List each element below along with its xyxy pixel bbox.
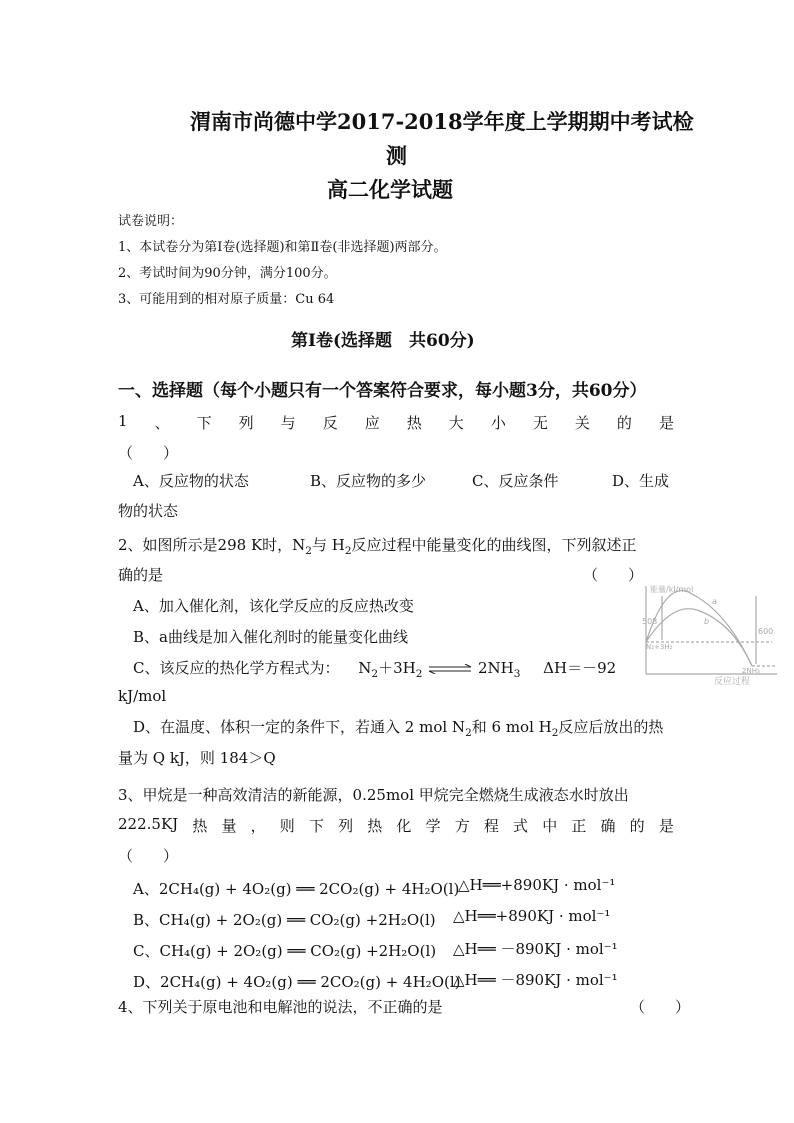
q2-option-b: B、a曲线是加入催化剂时的能量变化曲线: [133, 628, 408, 646]
q1-option-b: B、反应物的多少: [310, 472, 427, 490]
q2-answer-bracket: （ ）: [583, 566, 644, 584]
q3-option-d: D、2CH₄(g) + 4O₂(g) ══ 2CO₂(g) + 4H₂O(l): [133, 973, 461, 991]
q1-option-d: D、生成: [612, 472, 670, 490]
diagram-label-600: 600: [758, 627, 774, 636]
diagram-label-b: b: [704, 617, 710, 626]
q2-option-d-line2: 量为 Q kJ，则 184＞Q: [118, 749, 276, 767]
q3-option-b-dh: △H══+890KJ · mol⁻¹: [453, 907, 611, 925]
diagram-label-508: 508: [642, 617, 658, 626]
q3-option-c: C、CH₄(g) + 2O₂(g) ══ CO₂(g) +2H₂O(l): [133, 942, 437, 960]
q3-option-b: B、CH₄(g) + 2O₂(g) ══ CO₂(g) +2H₂O(l): [133, 911, 436, 929]
q3-option-c-dh: △H══ －890KJ · mol⁻¹: [453, 940, 618, 958]
exam-title-line1: 渭南市尚德中学2017-2018学年度上学期期中考试检: [190, 109, 694, 134]
q2-option-a: A、加入催化剂，该化学反应的反应热改变: [133, 597, 414, 615]
diagram-label-a: a: [712, 597, 717, 606]
q2-energy-diagram: [632, 582, 782, 690]
instruction-item-1: 1、本试卷分为第Ⅰ卷(选择题)和第Ⅱ卷(非选择题)两部分。: [118, 240, 447, 255]
q3-option-a-dh: △H══+890KJ · mol⁻¹: [458, 876, 616, 894]
q1-answer-bracket: （ ）: [118, 444, 179, 462]
q3-option-a: A、2CH₄(g) + 4O₂(g) ══ 2CO₂(g) + 4H₂O(l): [133, 880, 460, 898]
instruction-item-2: 2、考试时间为90分钟，满分100分。: [118, 266, 337, 281]
q1-option-a: A、反应物的状态: [133, 472, 249, 490]
q1-option-d-wrap: 物的状态: [118, 502, 179, 520]
diagram-x-axis-label: 反应过程: [714, 677, 751, 687]
reversible-arrow-icon: [427, 664, 473, 674]
q2-option-d: D、在温度、体积一定的条件下，若通入 2 mol $N_2$和 6 mol $H_2$反应后放出的热: [133, 718, 664, 739]
section-heading: 一、选择题（每个小题只有一个答案符合要求，每小题3分，共60分）: [118, 381, 647, 401]
instructions-heading: 试卷说明：: [118, 214, 184, 229]
q2-option-c: C、该反应的热化学方程式为： $N_2+3H_2$ $2NH_3$ ΔH＝－92: [133, 659, 617, 680]
q1-option-c: C、反应条件: [472, 472, 559, 490]
q1-stem: 1 、 下 列 与 反 应 热 大 小 无 关 的 是: [118, 412, 674, 432]
instruction-item-3: 3、可能用到的相对原子质量：Cu 64: [118, 292, 335, 307]
q3-stem-line2: 222.5KJ 热 量 ， 则 下 列 热 化 学 方 程 式 中 正 确 的 是: [118, 815, 674, 835]
q3-option-d-dh: △H══ －890KJ · mol⁻¹: [453, 971, 618, 989]
q2-stem: 2、如图所示是298 K时，$N_2$与 $H_2$反应过程中能量变化的曲线图，下列叙述正: [118, 536, 637, 557]
part1-heading: 第Ⅰ卷(选择题 共60分): [291, 331, 475, 351]
exam-title-line2: 测: [386, 143, 407, 168]
q2-option-c-wrap: kJ/mol: [118, 687, 167, 705]
diagram-label-reactants: N₂+3H₂: [646, 643, 673, 651]
q3-answer-bracket: （ ）: [118, 847, 179, 865]
diagram-label-product: 2NH₃: [742, 667, 760, 675]
q4-answer-bracket: （ ）: [630, 998, 691, 1016]
exam-subtitle: 高二化学试题: [327, 177, 453, 202]
q4-stem: 4、下列关于原电池和电解池的说法，不正确的是: [118, 998, 443, 1016]
diagram-y-axis-label: 能量/kJ/mol: [650, 585, 694, 594]
q2-stem-line2: 确的是: [118, 566, 164, 584]
q3-stem: 3、甲烷是一种高效清洁的新能源，0.25mol 甲烷完全燃烧生成液态水时放出: [118, 786, 629, 804]
